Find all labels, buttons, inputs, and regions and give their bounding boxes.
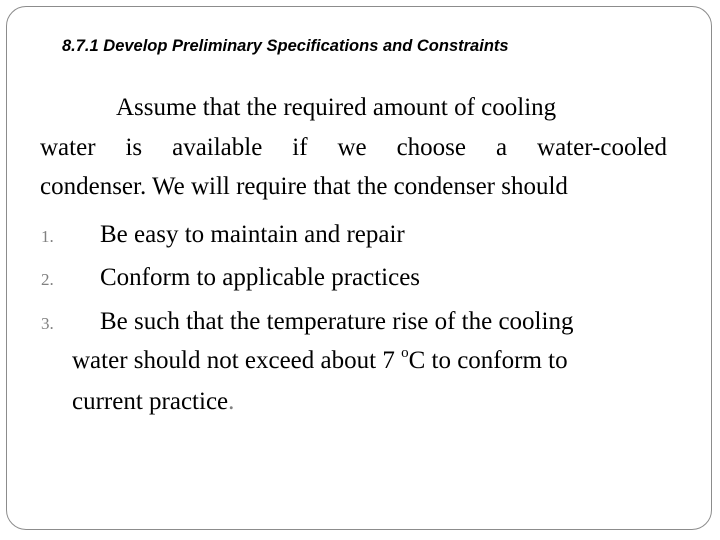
intro-line-3: condenser. We will require that the condenser should <box>40 173 568 200</box>
list-item-3-line-2-before: water should not exceed about 7 <box>72 347 402 374</box>
intro-line-1: Assume that the required amount of cooling <box>116 94 557 121</box>
list-marker-2: 2. <box>41 270 54 289</box>
list-item-2-text: Conform to applicable practices <box>100 264 421 291</box>
list-item-3-line-2 <box>72 345 568 374</box>
list-item-3-line-3-text: current practice <box>72 388 229 415</box>
list-item-3-period: . <box>228 388 235 415</box>
list-item-3-line-3 <box>72 389 234 414</box>
degree-superscript: o <box>401 345 409 361</box>
list-item-3-line-2-after: C to conform to <box>408 347 568 374</box>
list-marker-3: 3. <box>41 314 54 333</box>
intro-line-2: water is available if we choose a water-cooled <box>40 134 667 161</box>
list-item-1-text: Be easy to maintain and repair <box>100 221 405 248</box>
slide-heading: 8.7.1 Develop Preliminary Specifications and Constraints <box>62 37 509 55</box>
list-item-3-text: Be such that the temperature rise of the cooling <box>100 308 574 335</box>
list-marker-1: 1. <box>41 227 54 246</box>
